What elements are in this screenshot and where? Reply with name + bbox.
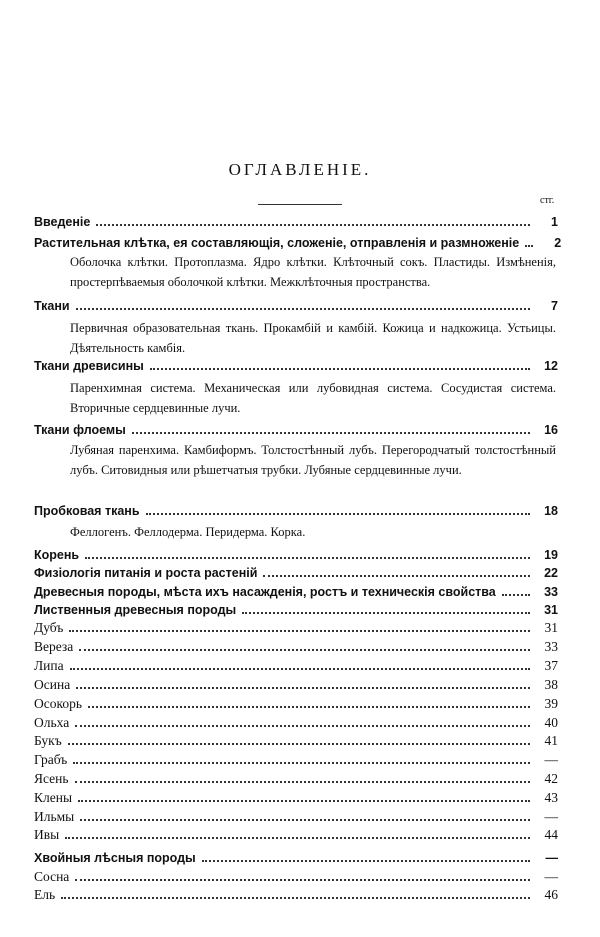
toc-entry[interactable]: Букъ 41	[34, 733, 558, 748]
page-title: ОГЛАВЛЕНІЕ.	[228, 160, 372, 179]
toc-entry[interactable]: Сосна —	[34, 869, 558, 884]
toc-entry[interactable]: Ткани 7	[34, 299, 558, 313]
title-rule	[258, 204, 342, 205]
toc-entry[interactable]: Корень 19	[34, 548, 558, 562]
toc-entry[interactable]: Древесныя породы, мѣста ихъ насажденія, ростъ и техническія свойства 33	[34, 585, 558, 599]
toc-entry[interactable]: Ель 46	[34, 887, 558, 902]
toc-entry[interactable]: Ольха 40	[34, 715, 558, 730]
toc-subtopics: Феллогенъ. Феллодерма. Перидерма. Корка.	[70, 525, 306, 539]
toc-entry[interactable]: Хвойныя лѣсныя породы —	[34, 851, 558, 865]
toc-entry[interactable]: Ивы 44	[34, 827, 558, 842]
toc-subtopics: Оболочка клѣтки. Протоплазма. Ядро клѣтки. Клѣточный сокъ. Пластиды. Измѣненія, простерпѣваемыя оболочкой клѣтки. Межклѣточныя пространства.	[70, 255, 556, 289]
toc-entry[interactable]: Введеніе 1	[34, 215, 558, 229]
toc-entry[interactable]: Осина 38	[34, 677, 558, 692]
toc-entry[interactable]: Ткани флоемы 16	[34, 423, 558, 437]
toc-subtopics: Первичная образовательная ткань. Прокамбій и камбій. Кожица и надкожица. Устьицы. Дѣятельность камбія.	[70, 321, 556, 355]
toc-entry[interactable]: Дубъ 31	[34, 620, 558, 635]
toc-entry[interactable]: Лиственныя древесныя породы 31	[34, 603, 558, 617]
page-column-header: стг.	[540, 195, 555, 206]
toc-entry[interactable]: Клены 43	[34, 790, 558, 805]
toc-entry[interactable]: Осокорь 39	[34, 696, 558, 711]
toc-subtopics: Лубяная паренхима. Камбиформъ. Толстостѣнный лубъ. Перегородчатый толстостѣнный лубъ. Ситовидныя или рѣшетчатыя трубки. Лубяные сердцевинные лучи.	[70, 443, 556, 477]
toc-entry[interactable]: Пробковая ткань 18	[34, 504, 558, 518]
toc-entry[interactable]: Ильмы —	[34, 809, 558, 824]
toc-entry[interactable]: Физіологія питанія и роста растеній 22	[34, 566, 558, 580]
toc-entry[interactable]: Ткани древисины 12	[34, 359, 558, 373]
toc-entry[interactable]: Вереза 33	[34, 639, 558, 654]
toc-subtopics: Паренхимная система. Механическая или лубовидная система. Сосудистая система. Вторичные сердцевинные лучи.	[70, 381, 556, 415]
toc-entry[interactable]: Липа 37	[34, 658, 558, 673]
toc-entry[interactable]: Ясень 42	[34, 771, 558, 786]
toc-entry[interactable]: Грабъ —	[34, 752, 558, 767]
toc-entry[interactable]: Растительная клѣтка, ея составляющія, сложеніе, отправленія и размноженіе 2	[34, 236, 562, 250]
